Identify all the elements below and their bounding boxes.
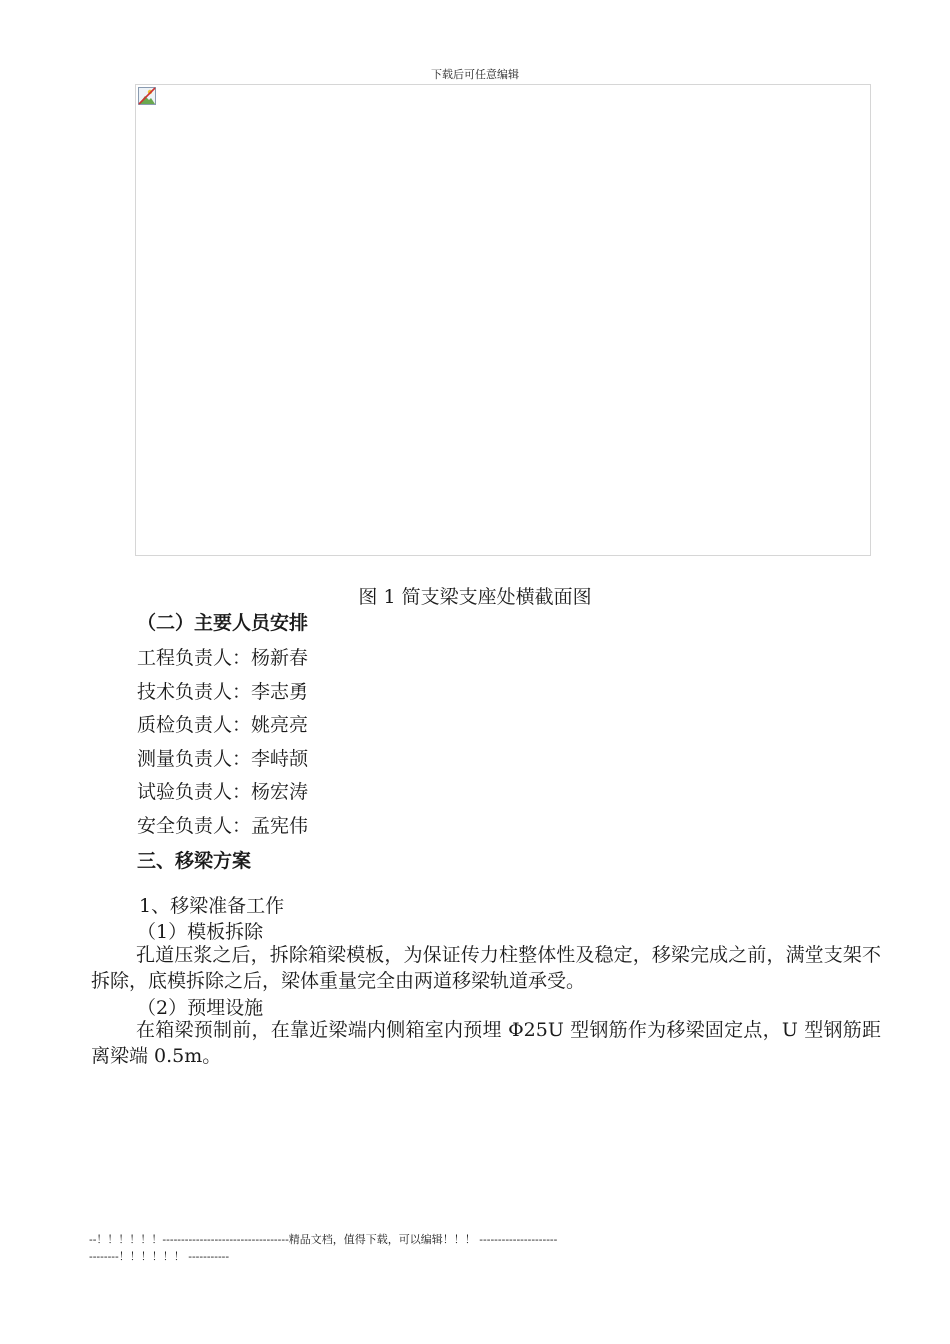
page-header: 下载后可任意编辑 xyxy=(431,68,519,81)
staff-item: 技术负责人：李志勇 xyxy=(137,681,309,703)
staff-item: 测量负责人：李峙颉 xyxy=(137,748,309,770)
item-paragraph: 孔道压浆之后，拆除箱梁模板，为保证传力柱整体性及稳定，移梁完成之前，满堂支架不拆除，底模拆除之后，梁体重量完全由两道移梁轨道承受。 xyxy=(91,944,881,992)
staff-item: 安全负责人：孟宪伟 xyxy=(137,815,309,837)
broken-image-icon xyxy=(138,87,156,105)
subsection-title: 1、移梁准备工作 xyxy=(139,895,285,917)
figure-image-placeholder xyxy=(135,84,871,556)
page-footer: --！！！！！！----------------------------------精品文档，值得下载，可以编辑！！！ -----------------------------！！！！！！ ----------- xyxy=(89,1233,558,1263)
item-title: （2）预埋设施 xyxy=(137,997,264,1019)
section-heading-plan: 三、移梁方案 xyxy=(137,850,252,872)
section-heading-personnel: （二）主要人员安排 xyxy=(137,612,309,634)
staff-item: 工程负责人：杨新春 xyxy=(137,647,309,669)
staff-item: 质检负责人：姚亮亮 xyxy=(137,714,309,736)
item-paragraph: 在箱梁预制前，在靠近梁端内侧箱室内预埋 Φ25U 型钢筋作为移梁固定点，U 型钢筋距离梁端 0.5m。 xyxy=(91,1019,881,1067)
item-title: （1）模板拆除 xyxy=(137,921,264,943)
staff-item: 试验负责人：杨宏涛 xyxy=(137,781,309,803)
figure-caption: 图 1 简支梁支座处横截面图 xyxy=(358,586,592,608)
